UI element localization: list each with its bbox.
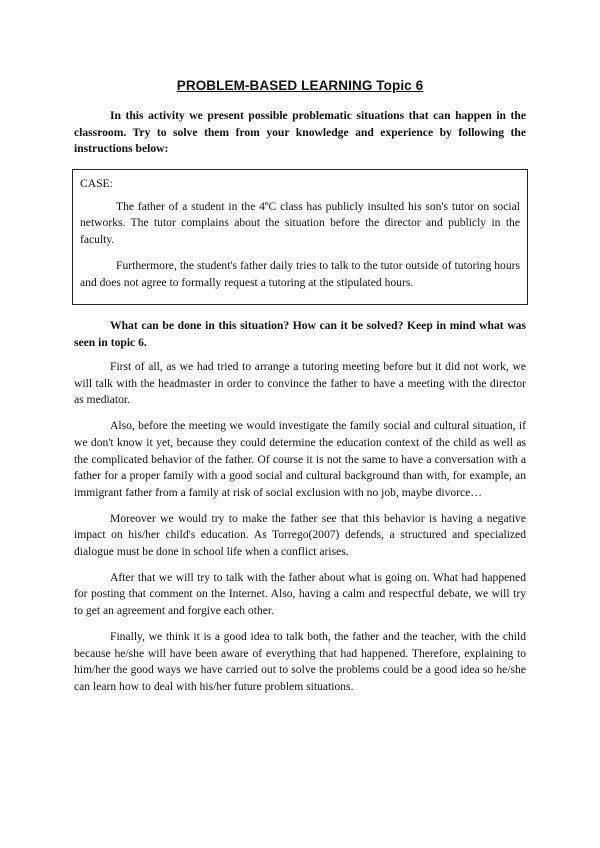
page-title: PROBLEM-BASED LEARNING Topic 6	[176, 78, 424, 93]
case-paragraph-1: The father of a student in the 4ºC class has publicly insulted his son's tutor on social networks. The tutor complains about the situation before the director and publicly in the faculty.	[80, 199, 520, 246]
question-paragraph: What can be done in this situation? How can it be solved? Keep in mind what was seen in topic 6.	[74, 319, 526, 349]
answer-section	[74, 318, 526, 705]
case-paragraph-2: Furthermore, the student's father daily tries to talk to the tutor outside of tutoring hours and does not agree to formally request a tutoring at the stipulated hours.	[80, 259, 520, 289]
case-label: CASE:	[80, 177, 113, 190]
case-box	[72, 169, 528, 305]
answer-paragraph-5: Finally, we think it is a good idea to talk both, the father and the teacher, with the child because he/she will have been aware of everything that had happened. Therefore, explaining to him/her the good ways we have carried out to solve the problems could be a good idea so he/she can learn how to deal with his/her future problem situations.	[74, 629, 526, 693]
answer-paragraph-3: Moreover we would try to make the father see that this behavior is having a negative impact on his/her child's education. As Torrego(2007) defends, a structured and specialized dialogue must be done in school life when a conflict arises.	[74, 511, 526, 559]
answer-paragraph-4: After that we will try to talk with the father about what is going on. What had happened for posting that comment on the Internet. Also, having a calm and respectful debate, we will try to get an agreement and forgive each other.	[74, 570, 526, 618]
intro-paragraph: In this activity we present possible problematic situations that can happen in the classroom. Try to solve them from your knowledge and experience by following the instructions below:	[74, 109, 526, 155]
answer-paragraph-2: Also, before the meeting we would investigate the family social and cultural situation, if we don't know it yet, because they could determine the education context of the child as well as the complicated behavior of the father. Of course it is not the same to have a conversation with a father for a proper family with a good social and cultural background than with, for example, an immigrant father from a family at risk of social exclusion with no job, maybe divorce…	[74, 419, 526, 499]
answer-paragraph-1: First of all, as we had tried to arrange a tutoring meeting before but it did not work, we will talk with the headmaster in order to convince the father to have a meeting with the director as mediator.	[74, 360, 526, 407]
